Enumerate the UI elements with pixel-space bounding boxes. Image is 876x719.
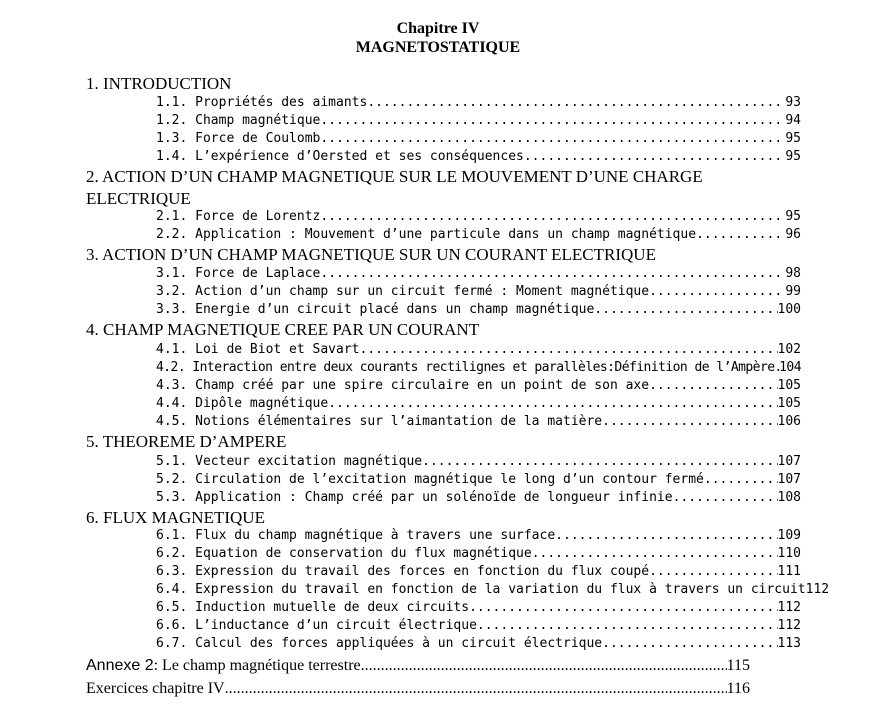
entry-label: 6.4. Expression du travail en fonction de la variation du flux à travers un circuit	[156, 582, 806, 597]
dot-leader	[360, 341, 778, 359]
entry-page: 112	[805, 582, 830, 597]
dot-leader	[555, 527, 777, 545]
entry-label: 5.2. Circulation de l’excitation magnétique le long d’un contour fermé	[156, 472, 704, 487]
annex-page: 115	[726, 657, 750, 674]
chapter-title: MAGNETOSTATIQUE	[355, 39, 521, 56]
toc-entry[interactable]	[156, 395, 801, 413]
entry-page: 113	[777, 636, 801, 651]
entry-label: 3.2. Action d’un champ sur un circuit fermé : Moment magnétique	[156, 284, 650, 299]
entry-label: 2.1. Force de Lorentz	[156, 209, 321, 224]
entry-label: 6.3. Expression du travail des forces en fonction du flux coupé	[156, 564, 650, 579]
entry-label: 4.3. Champ créé par une spire circulaire en un point de son axe	[156, 378, 650, 393]
entry-page: 107	[777, 454, 801, 469]
dot-leader	[649, 283, 785, 301]
entry-page: 94	[785, 113, 801, 128]
toc-entry[interactable]	[156, 489, 801, 507]
entry-label: 4.2. Interaction entre deux courants rectilignes et parallèles:Définition de l’Ampère	[156, 360, 775, 375]
entry-label: 6.5. Induction mutuelle de deux circuits	[156, 600, 470, 615]
dot-leader	[602, 413, 777, 431]
dot-leader	[594, 301, 777, 319]
toc-entry[interactable]	[156, 581, 830, 599]
section-heading: 5. THEOREME D’AMPERE	[86, 432, 287, 451]
toc-entry[interactable]	[156, 148, 801, 166]
toc-entry[interactable]	[156, 112, 801, 130]
dot-leader	[361, 656, 727, 676]
dot-leader	[422, 453, 777, 471]
entry-page: 95	[785, 209, 801, 224]
entry-label: 4.4. Dipôle magnétique	[156, 396, 329, 411]
entry-page: 105	[777, 396, 801, 411]
entry-page: 109	[777, 528, 801, 543]
entry-label: 6.7. Calcul des forces appliquées à un circuit électrique	[156, 636, 603, 651]
entry-page: 102	[777, 342, 801, 357]
dot-leader	[524, 148, 785, 166]
entry-page: 95	[785, 149, 801, 164]
toc-entry[interactable]	[156, 545, 801, 563]
dot-leader	[704, 471, 778, 489]
entry-label: 6.2. Equation de conservation du flux magnétique	[156, 546, 532, 561]
entry-label: 2.2. Application : Mouvement d’une particule dans un champ magnétique	[156, 227, 697, 242]
exercises-page: 116	[726, 680, 750, 697]
toc-entry[interactable]	[156, 527, 801, 545]
annex-title: : Le champ magnétique terrestre	[153, 657, 361, 674]
toc-entry[interactable]	[156, 359, 801, 377]
dot-leader	[696, 226, 785, 244]
entry-page: 106	[777, 414, 801, 429]
entry-label: 4.1. Loi de Biot et Savart	[156, 342, 360, 357]
dot-leader	[649, 563, 777, 581]
entry-page: 98	[785, 266, 801, 281]
dot-leader	[320, 265, 785, 283]
section-heading: 6. FLUX MAGNETIQUE	[86, 508, 265, 527]
entry-page: 104	[779, 360, 801, 375]
dot-leader	[320, 112, 785, 130]
entry-page: 93	[785, 95, 801, 110]
toc-entry[interactable]	[156, 301, 801, 319]
entry-page: 108	[777, 490, 801, 505]
dot-leader	[320, 130, 785, 148]
dot-leader	[649, 377, 777, 395]
dot-leader	[532, 545, 778, 563]
toc-entry[interactable]	[156, 563, 801, 581]
toc-entry[interactable]	[156, 283, 801, 301]
toc-entry[interactable]	[156, 226, 801, 244]
entry-page: 112	[777, 600, 801, 615]
toc-entry[interactable]	[156, 617, 801, 635]
entry-page: 95	[785, 131, 801, 146]
exercises-label: Exercices chapitre IV	[86, 680, 225, 697]
entry-label: 6.6. L’inductance d’un circuit électrique	[156, 618, 477, 633]
entry-label: 6.1. Flux du champ magnétique à travers une surface	[156, 528, 556, 543]
toc-entry[interactable]	[156, 94, 801, 112]
dot-leader	[673, 489, 778, 507]
annex-prefix: Annexe 2	[86, 657, 154, 674]
dot-leader	[328, 395, 777, 413]
dot-leader	[477, 617, 778, 635]
entry-label: 3.1. Force de Laplace	[156, 266, 321, 281]
entry-page: 105	[777, 378, 801, 393]
toc-entry[interactable]	[156, 635, 801, 653]
toc-entry[interactable]	[156, 377, 801, 395]
dot-leader	[320, 208, 785, 226]
toc-entry[interactable]	[156, 208, 801, 226]
entry-page: 96	[785, 227, 801, 242]
toc-entry[interactable]	[156, 471, 801, 489]
dot-leader	[469, 599, 777, 617]
section-heading: 4. CHAMP MAGNETIQUE CREE PAR UN COURANT	[86, 320, 480, 339]
toc-entry[interactable]	[156, 265, 801, 283]
annex-entry[interactable]	[86, 656, 750, 676]
entry-label: 3.3. Energie d’un circuit placé dans un champ magnétique	[156, 302, 595, 317]
section-heading: 2. ACTION D’UN CHAMP MAGNETIQUE SUR LE MOUVEMENT D’UNE CHARGE ELECTRIQUE	[86, 167, 703, 208]
dot-leader	[367, 94, 785, 112]
entry-page: 112	[777, 618, 801, 633]
toc-entry[interactable]	[156, 599, 801, 617]
section-heading: 1. INTRODUCTION	[86, 74, 232, 93]
section-heading: 3. ACTION D’UN CHAMP MAGNETIQUE SUR UN COURANT ELECTRIQUE	[86, 245, 656, 264]
dot-leader	[602, 635, 777, 653]
exercises-entry[interactable]	[86, 679, 750, 699]
entry-label: 1.3. Force de Coulomb	[156, 131, 321, 146]
toc-entry[interactable]	[156, 130, 801, 148]
entry-page: 99	[785, 284, 801, 299]
entry-label: 1.2. Champ magnétique	[156, 113, 321, 128]
annex-label	[86, 656, 361, 676]
entry-label: 1.1. Propriétés des aimants	[156, 95, 368, 110]
dot-leader	[225, 679, 727, 699]
toc-entry[interactable]	[156, 413, 801, 431]
entry-label: 1.4. L’expérience d’Oersted et ses conséquences	[156, 149, 524, 164]
entry-page: 100	[777, 302, 801, 317]
toc-entry[interactable]	[156, 341, 801, 359]
entry-label: 4.5. Notions élémentaires sur l’aimantation de la matière	[156, 414, 603, 429]
entry-label: 5.1. Vecteur excitation magnétique	[156, 454, 423, 469]
chapter-number: Chapitre IV	[396, 20, 480, 37]
entry-page: 111	[777, 564, 801, 579]
entry-label: 5.3. Application : Champ créé par un solénoïde de longueur infinie	[156, 490, 673, 505]
entry-page: 107	[777, 472, 801, 487]
entry-page: 110	[777, 546, 801, 561]
toc-entry[interactable]	[156, 453, 801, 471]
